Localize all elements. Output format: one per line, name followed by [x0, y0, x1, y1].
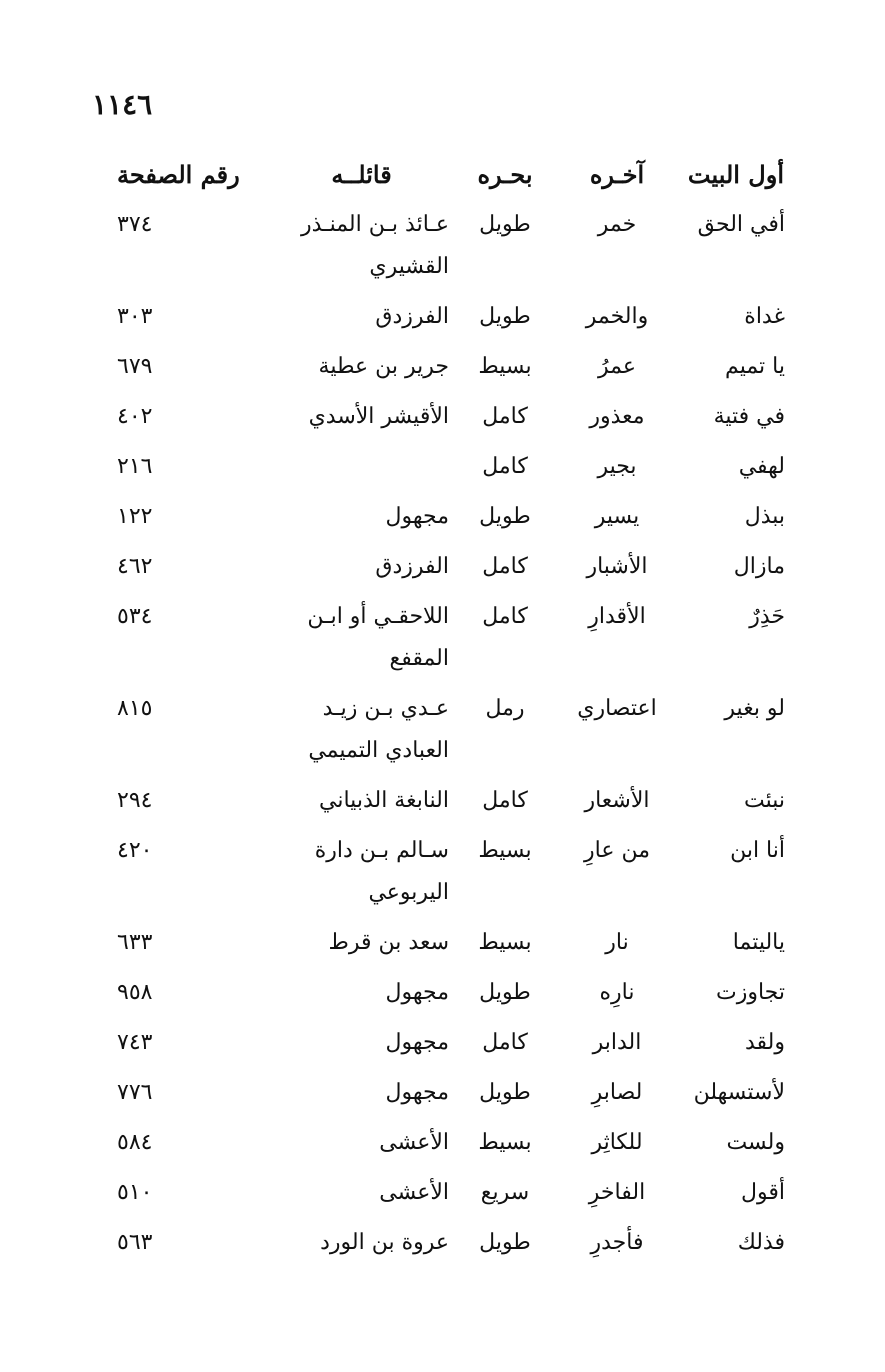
cell-first-verse: أفي الحق: [697, 212, 785, 237]
cell-meter: كامل: [482, 604, 528, 629]
cell-meter: بسيط: [478, 930, 532, 955]
table-body: [117, 200, 785, 1268]
cell-page-number: ٥٦٣: [117, 1230, 153, 1255]
cell-poet: الفرزدق: [375, 554, 449, 579]
cell-poet: [273, 442, 449, 492]
cell-poet: مجهول: [385, 504, 449, 529]
cell-first-verse: أنا ابن: [730, 838, 785, 863]
cell-meter: طويل: [479, 304, 531, 329]
header-poet: قائلــه: [331, 159, 392, 189]
cell-poet: عروة بن الورد: [320, 1230, 449, 1255]
table-row: [117, 442, 785, 492]
cell-page-number: ٥٣٤: [117, 604, 153, 629]
cell-page-number: ٣٠٣: [117, 304, 153, 329]
header-row: [117, 148, 785, 200]
verse-index-table: [117, 148, 785, 1268]
cell-last-word: معذور: [589, 404, 645, 429]
cell-page-number: ١٢٢: [117, 504, 153, 529]
cell-last-word: فأجدرِ: [590, 1230, 644, 1255]
cell-poet: عـائذ بـن المنـذر القشيري: [300, 212, 449, 279]
cell-poet: اللاحقـي أو ابـن المقفع: [307, 604, 449, 671]
table-row: [117, 592, 785, 684]
cell-poet: مجهول: [385, 1080, 449, 1105]
cell-first-verse: ولقد: [744, 1030, 785, 1055]
cell-page-number: ٥٨٤: [117, 1130, 153, 1155]
table-row: [117, 200, 785, 292]
cell-meter: طويل: [479, 980, 531, 1005]
cell-first-verse: يا تميم: [725, 354, 785, 379]
table-row: [117, 342, 785, 392]
table-row: [117, 776, 785, 826]
cell-page-number: ٧٤٣: [117, 1030, 153, 1055]
cell-meter: بسيط: [478, 838, 532, 863]
cell-page-number: ٧٧٦: [117, 1080, 153, 1105]
cell-last-word: والخمر: [585, 304, 649, 329]
cell-first-verse: لأستسهلن: [693, 1080, 785, 1105]
cell-first-verse: حَذِرٌ: [749, 604, 785, 629]
cell-meter: كامل: [482, 404, 528, 429]
table-row: [117, 968, 785, 1018]
cell-first-verse: لهفي: [738, 454, 785, 479]
cell-meter: كامل: [482, 454, 528, 479]
table-row: [117, 392, 785, 442]
cell-meter: طويل: [479, 504, 531, 529]
cell-page-number: ٤٦٢: [117, 554, 153, 579]
cell-last-word: الأشعار: [584, 788, 650, 813]
cell-meter: بسيط: [478, 354, 532, 379]
cell-meter: كامل: [482, 1030, 528, 1055]
cell-page-number: ٦٣٣: [117, 930, 153, 955]
table-row: [117, 542, 785, 592]
cell-poet: جرير بن عطية: [318, 354, 449, 379]
cell-meter: كامل: [482, 788, 528, 813]
table-row: [117, 1118, 785, 1168]
cell-meter: طويل: [479, 1080, 531, 1105]
header-last-word: آخـره: [589, 159, 645, 189]
cell-poet: مجهول: [385, 1030, 449, 1055]
table-row: [117, 1218, 785, 1268]
cell-last-word: الأقدارِ: [588, 604, 646, 629]
cell-poet: مجهول: [385, 980, 449, 1005]
cell-poet: سـالم بـن دارة اليربوعي: [314, 838, 449, 905]
cell-first-verse: ببذل: [744, 504, 785, 529]
table-row: [117, 1018, 785, 1068]
table-row: [117, 918, 785, 968]
header-meter: بحـره: [477, 159, 533, 189]
cell-page-number: ٢٩٤: [117, 788, 153, 813]
cell-last-word: للكاثِر: [591, 1130, 643, 1155]
cell-meter: طويل: [479, 212, 531, 237]
table-row: [117, 492, 785, 542]
cell-last-word: بجير: [597, 454, 637, 479]
table-row: [117, 1168, 785, 1218]
cell-last-word: من عارِ: [584, 838, 650, 863]
cell-poet: النابغة الذبياني: [319, 788, 449, 813]
cell-poet: سعد بن قرط: [328, 930, 449, 955]
cell-last-word: الفاخرِ: [588, 1180, 646, 1205]
cell-page-number: ٩٥٨: [117, 980, 153, 1005]
cell-first-verse: فذلك: [737, 1230, 785, 1255]
cell-last-word: نار: [605, 930, 629, 955]
cell-poet: الأعشى: [379, 1130, 449, 1155]
cell-first-verse: غداة: [744, 304, 785, 329]
cell-poet: عـدي بـن زيـد العبادي التميمي: [308, 696, 449, 763]
table-row: [117, 684, 785, 776]
cell-meter: كامل: [482, 554, 528, 579]
cell-page-number: ٤٢٠: [117, 838, 153, 863]
cell-first-verse: مازال: [733, 554, 785, 579]
cell-meter: سريع: [480, 1180, 530, 1205]
cell-last-word: نارِه: [599, 980, 635, 1005]
header-first-verse: أول البيت: [687, 159, 784, 189]
cell-last-word: لصابرِ: [591, 1080, 643, 1105]
cell-last-word: الأشبار: [586, 554, 648, 579]
cell-meter: طويل: [479, 1230, 531, 1255]
cell-first-verse: تجاوزت: [716, 980, 785, 1005]
cell-poet: الفرزدق: [375, 304, 449, 329]
cell-page-number: ٤٠٢: [117, 404, 153, 429]
cell-meter: بسيط: [478, 1130, 532, 1155]
cell-page-number: ٥١٠: [117, 1180, 153, 1205]
cell-page-number: ٦٧٩: [117, 354, 153, 379]
table-row: [117, 1068, 785, 1118]
cell-meter: رمل: [485, 696, 525, 721]
cell-first-verse: ولست: [726, 1130, 785, 1155]
cell-last-word: عمرُ: [598, 354, 636, 379]
cell-first-verse: لو بغير: [724, 696, 785, 721]
cell-first-verse: ياليتما: [732, 930, 785, 955]
header-page-number: رقم الصفحة: [117, 159, 240, 189]
table-header: [117, 148, 785, 200]
cell-poet: الأقيشر الأسدي: [308, 404, 449, 429]
cell-first-verse: في فتية: [713, 404, 785, 429]
table-row: [117, 292, 785, 342]
cell-page-number: ٢١٦: [117, 454, 153, 479]
cell-last-word: يسير: [594, 504, 640, 529]
table-row: [117, 826, 785, 918]
cell-first-verse: نبئت: [743, 788, 785, 813]
cell-last-word: الدابر: [592, 1030, 642, 1055]
page-number: ١١٤٦: [92, 88, 153, 121]
cell-last-word: خمر: [597, 212, 637, 237]
cell-page-number: ٣٧٤: [117, 212, 153, 237]
cell-page-number: ٨١٥: [117, 696, 153, 721]
cell-first-verse: أقول: [741, 1180, 785, 1205]
cell-last-word: اعتصاري: [577, 696, 657, 721]
cell-poet: الأعشى: [379, 1180, 449, 1205]
